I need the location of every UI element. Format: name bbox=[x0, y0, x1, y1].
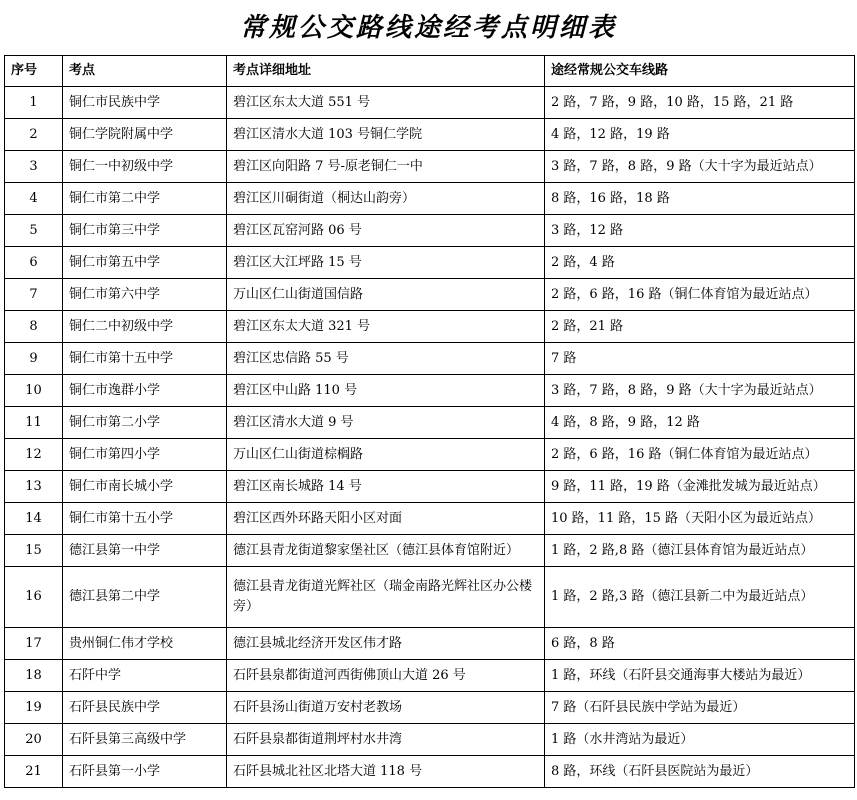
cell-routes: 9 路，11 路，19 路（金滩批发城为最近站点） bbox=[545, 471, 855, 503]
cell-address: 万山区仁山街道国信路 bbox=[227, 279, 545, 311]
cell-routes: 6 路，8 路 bbox=[545, 628, 855, 660]
table-row bbox=[5, 503, 855, 535]
cell-routes: 7 路 bbox=[545, 343, 855, 375]
cell-no: 10 bbox=[5, 375, 63, 407]
cell-no: 9 bbox=[5, 343, 63, 375]
cell-routes: 8 路，环线（石阡县医院站为最近） bbox=[545, 756, 855, 788]
cell-no: 5 bbox=[5, 215, 63, 247]
cell-address: 碧江区西外环路天阳小区对面 bbox=[227, 503, 545, 535]
header-address: 考点详细地址 bbox=[227, 56, 545, 87]
cell-school: 铜仁市第六中学 bbox=[63, 279, 227, 311]
table-row bbox=[5, 628, 855, 660]
table-row bbox=[5, 724, 855, 756]
cell-routes: 8 路，16 路，18 路 bbox=[545, 183, 855, 215]
cell-address: 德江县青龙街道光辉社区（瑞金南路光辉社区办公楼旁） bbox=[227, 567, 545, 628]
cell-address: 碧江区东太大道 551 号 bbox=[227, 87, 545, 119]
cell-address: 碧江区川硐街道（桐达山韵旁） bbox=[227, 183, 545, 215]
cell-address: 碧江区清水大道 103 号铜仁学院 bbox=[227, 119, 545, 151]
cell-routes: 4 路，8 路，9 路，12 路 bbox=[545, 407, 855, 439]
bus-route-table bbox=[4, 55, 855, 788]
cell-school: 铜仁市第五中学 bbox=[63, 247, 227, 279]
cell-no: 13 bbox=[5, 471, 63, 503]
table-row bbox=[5, 660, 855, 692]
cell-school: 石阡中学 bbox=[63, 660, 227, 692]
cell-routes: 3 路，12 路 bbox=[545, 215, 855, 247]
cell-no: 19 bbox=[5, 692, 63, 724]
cell-school: 铜仁市南长城小学 bbox=[63, 471, 227, 503]
table-row bbox=[5, 119, 855, 151]
cell-address: 石阡县城北社区北塔大道 118 号 bbox=[227, 756, 545, 788]
page-title: 常规公交路线途经考点明细表 bbox=[239, 12, 617, 43]
cell-address: 碧江区南长城路 14 号 bbox=[227, 471, 545, 503]
table-row bbox=[5, 756, 855, 788]
cell-school: 铜仁二中初级中学 bbox=[63, 311, 227, 343]
cell-school: 铜仁市逸群小学 bbox=[63, 375, 227, 407]
cell-no: 12 bbox=[5, 439, 63, 471]
table-row bbox=[5, 87, 855, 119]
cell-address: 德江县城北经济开发区伟才路 bbox=[227, 628, 545, 660]
table-row bbox=[5, 343, 855, 375]
cell-school: 铜仁市第二中学 bbox=[63, 183, 227, 215]
cell-address: 碧江区大江坪路 15 号 bbox=[227, 247, 545, 279]
table-row bbox=[5, 535, 855, 567]
cell-no: 6 bbox=[5, 247, 63, 279]
cell-no: 7 bbox=[5, 279, 63, 311]
cell-no: 14 bbox=[5, 503, 63, 535]
header-routes: 途经常规公交车线路 bbox=[545, 56, 855, 87]
cell-school: 铜仁市第二小学 bbox=[63, 407, 227, 439]
cell-routes: 2 路，4 路 bbox=[545, 247, 855, 279]
cell-routes: 1 路，2 路,3 路（德江县新二中为最近站点） bbox=[545, 567, 855, 628]
cell-address: 石阡县泉都街道河西街佛顶山大道 26 号 bbox=[227, 660, 545, 692]
cell-no: 11 bbox=[5, 407, 63, 439]
table-row bbox=[5, 407, 855, 439]
cell-no: 2 bbox=[5, 119, 63, 151]
cell-routes: 2 路，21 路 bbox=[545, 311, 855, 343]
cell-school: 铜仁市民族中学 bbox=[63, 87, 227, 119]
table-row bbox=[5, 471, 855, 503]
cell-school: 石阡县第一小学 bbox=[63, 756, 227, 788]
cell-no: 16 bbox=[5, 567, 63, 628]
cell-school: 铜仁市第十五小学 bbox=[63, 503, 227, 535]
cell-address: 碧江区东太大道 321 号 bbox=[227, 311, 545, 343]
cell-no: 21 bbox=[5, 756, 63, 788]
cell-routes: 2 路，6 路，16 路（铜仁体育馆为最近站点） bbox=[545, 439, 855, 471]
cell-address: 石阡县泉都街道荆坪村水井湾 bbox=[227, 724, 545, 756]
cell-routes: 10 路，11 路，15 路（天阳小区为最近站点） bbox=[545, 503, 855, 535]
cell-school: 德江县第二中学 bbox=[63, 567, 227, 628]
cell-school: 贵州铜仁伟才学校 bbox=[63, 628, 227, 660]
table-row bbox=[5, 375, 855, 407]
table-row bbox=[5, 247, 855, 279]
cell-address: 碧江区向阳路 7 号-原老铜仁一中 bbox=[227, 151, 545, 183]
cell-routes: 1 路，2 路,8 路（德江县体育馆为最近站点） bbox=[545, 535, 855, 567]
cell-routes: 7 路（石阡县民族中学站为最近） bbox=[545, 692, 855, 724]
cell-routes: 2 路，7 路，9 路，10 路，15 路，21 路 bbox=[545, 87, 855, 119]
cell-no: 15 bbox=[5, 535, 63, 567]
table-row bbox=[5, 311, 855, 343]
cell-school: 铜仁一中初级中学 bbox=[63, 151, 227, 183]
table-row bbox=[5, 439, 855, 471]
cell-routes: 1 路（水井湾站为最近） bbox=[545, 724, 855, 756]
cell-address: 德江县青龙街道黎家堡社区（德江县体育馆附近） bbox=[227, 535, 545, 567]
table-row bbox=[5, 215, 855, 247]
cell-address: 碧江区忠信路 55 号 bbox=[227, 343, 545, 375]
cell-school: 铜仁市第四小学 bbox=[63, 439, 227, 471]
header-school: 考点 bbox=[63, 56, 227, 87]
cell-routes: 3 路，7 路，8 路，9 路（大十字为最近站点） bbox=[545, 375, 855, 407]
cell-routes: 4 路，12 路，19 路 bbox=[545, 119, 855, 151]
cell-school: 石阡县民族中学 bbox=[63, 692, 227, 724]
cell-no: 4 bbox=[5, 183, 63, 215]
table-row bbox=[5, 692, 855, 724]
table-row bbox=[5, 567, 855, 628]
cell-no: 20 bbox=[5, 724, 63, 756]
cell-school: 铜仁市第十五中学 bbox=[63, 343, 227, 375]
header-no: 序号 bbox=[5, 56, 63, 87]
cell-address: 碧江区瓦窑河路 06 号 bbox=[227, 215, 545, 247]
table-row bbox=[5, 151, 855, 183]
cell-no: 8 bbox=[5, 311, 63, 343]
cell-routes: 2 路，6 路，16 路（铜仁体育馆为最近站点） bbox=[545, 279, 855, 311]
cell-school: 石阡县第三高级中学 bbox=[63, 724, 227, 756]
cell-no: 3 bbox=[5, 151, 63, 183]
cell-school: 铜仁市第三中学 bbox=[63, 215, 227, 247]
cell-no: 18 bbox=[5, 660, 63, 692]
table-header-row bbox=[5, 56, 855, 87]
cell-routes: 3 路，7 路，8 路，9 路（大十字为最近站点） bbox=[545, 151, 855, 183]
cell-address: 石阡县汤山街道万安村老教场 bbox=[227, 692, 545, 724]
cell-no: 17 bbox=[5, 628, 63, 660]
table-row bbox=[5, 279, 855, 311]
cell-address: 万山区仁山街道棕榈路 bbox=[227, 439, 545, 471]
cell-school: 铜仁学院附属中学 bbox=[63, 119, 227, 151]
cell-address: 碧江区清水大道 9 号 bbox=[227, 407, 545, 439]
cell-school: 德江县第一中学 bbox=[63, 535, 227, 567]
cell-no: 1 bbox=[5, 87, 63, 119]
cell-routes: 1 路，环线（石阡县交通海事大楼站为最近） bbox=[545, 660, 855, 692]
cell-address: 碧江区中山路 110 号 bbox=[227, 375, 545, 407]
table-row bbox=[5, 183, 855, 215]
